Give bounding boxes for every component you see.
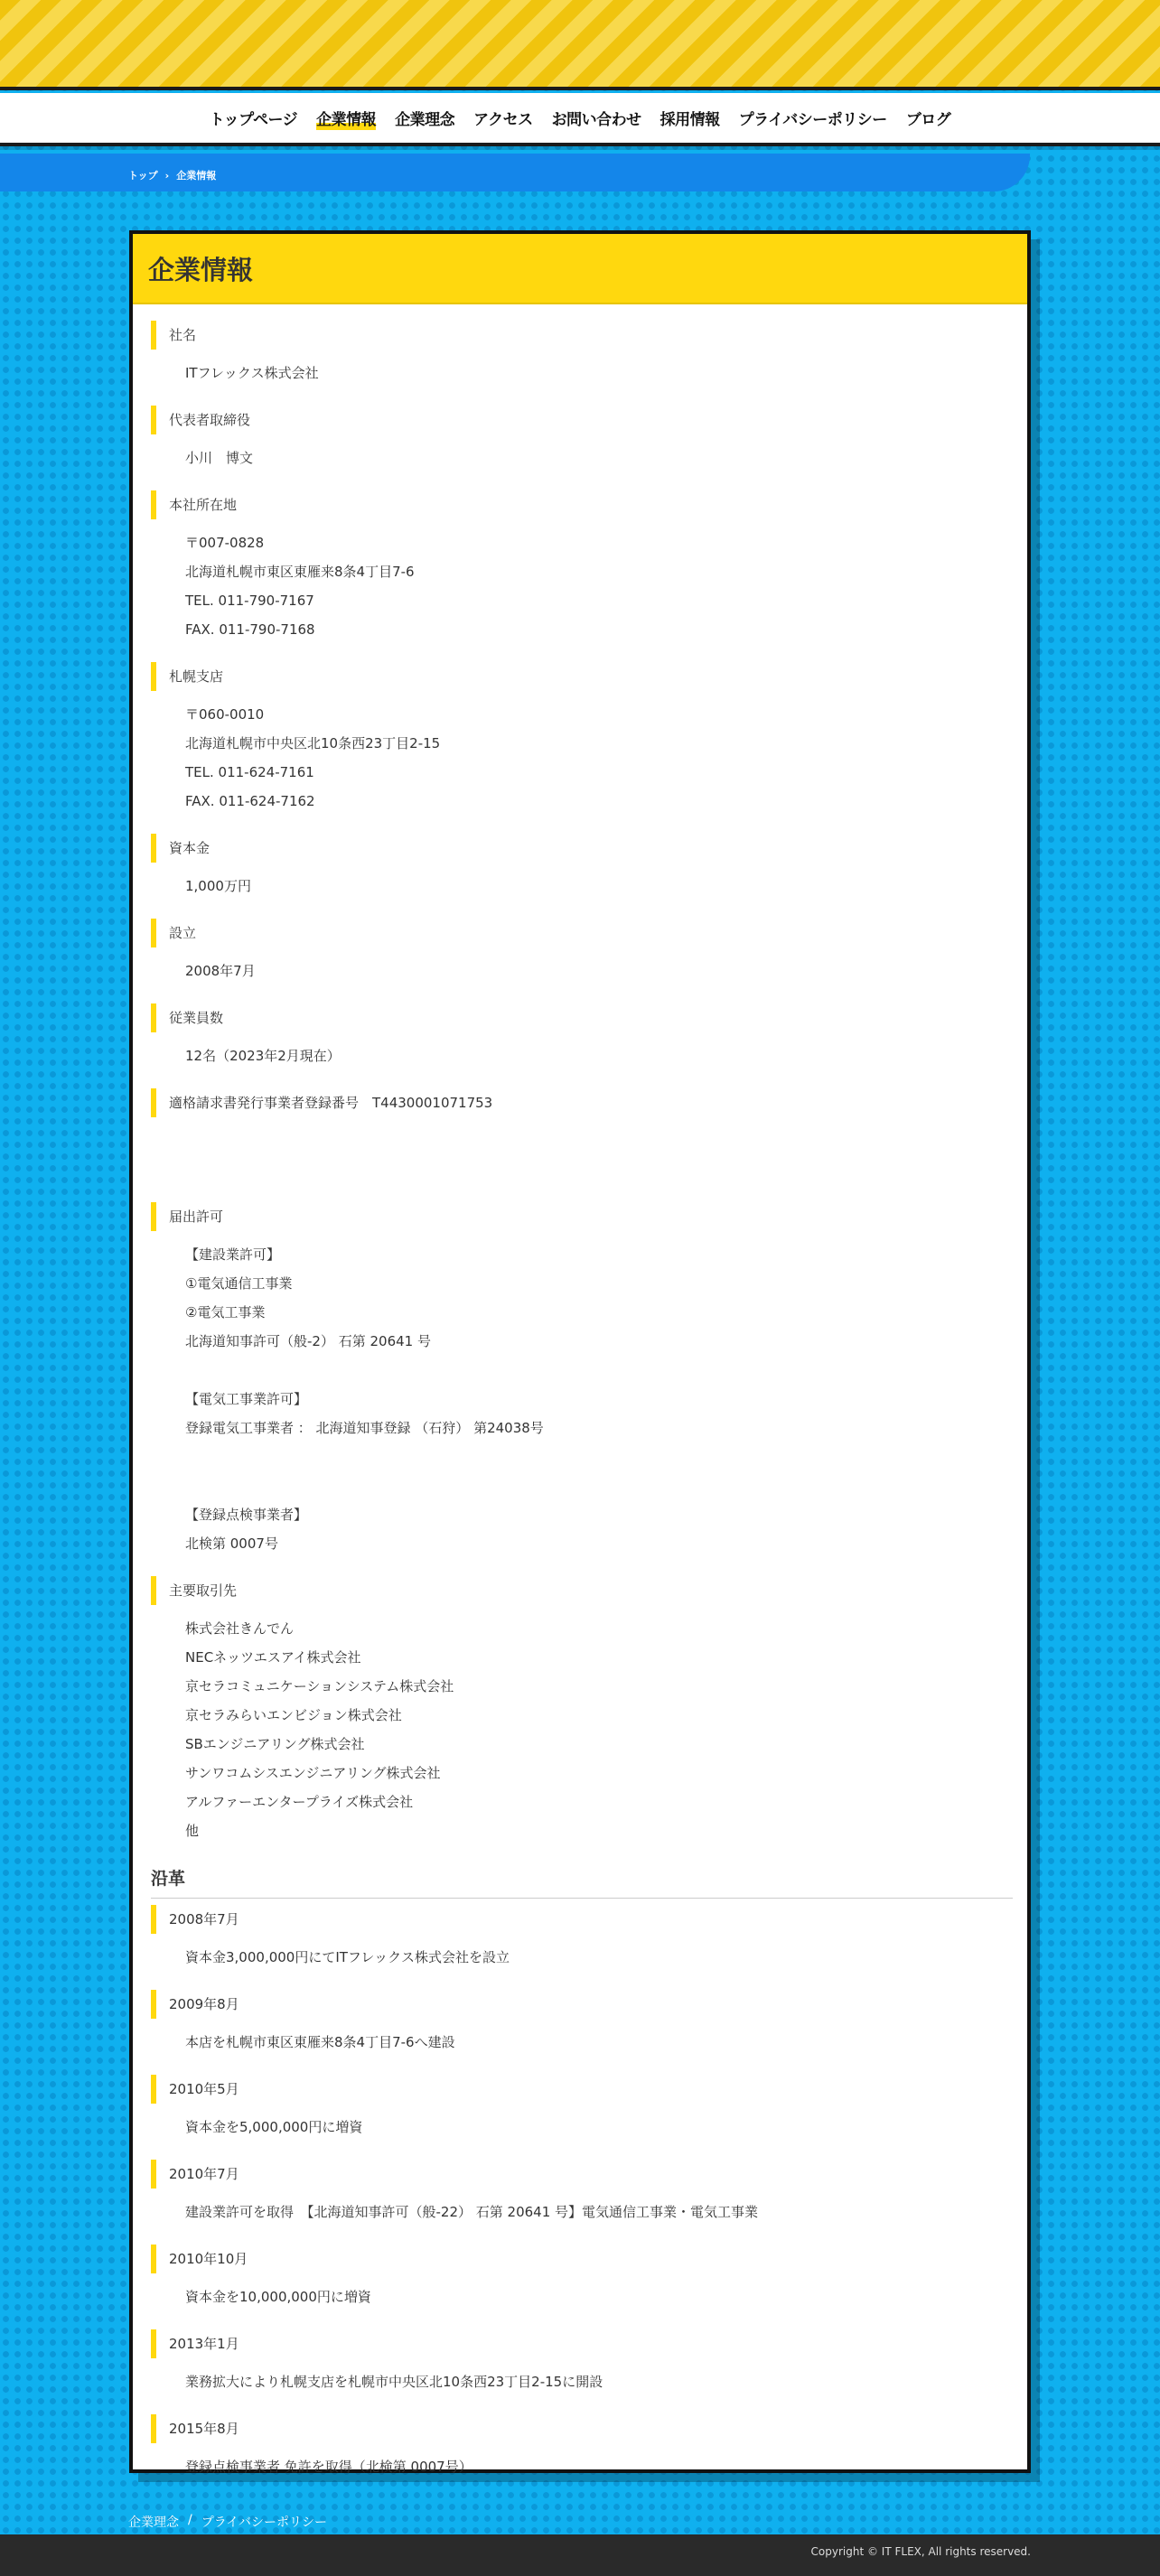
info-value-line: 本店を札幌市東区東雁来8条4丁目7-6へ建設 (185, 2034, 455, 2050)
info-term: 2010年5月 (151, 2075, 239, 2104)
info-term: 2010年10月 (151, 2245, 248, 2273)
footer-link-privacy[interactable]: プライバシーポリシー (201, 2515, 328, 2530)
info-value-line: FAX. 011-790-7168 (185, 621, 315, 638)
nav-item-blog[interactable]: ブログ (905, 110, 951, 129)
history-title: 沿革 (151, 1865, 1013, 1899)
nav-item-access[interactable]: アクセス (473, 110, 533, 129)
info-term: 従業員数 (151, 1003, 223, 1032)
info-value-line: 登録点検事業者 免許を取得（北検第 0007号） (185, 2459, 472, 2475)
info-value-line: サンワコムシスエンジニアリング株式会社 (185, 1765, 441, 1781)
copyright: Copyright © IT FLEX, All rights reserved. (810, 2545, 1031, 2558)
info-term: 資本金 (151, 834, 210, 863)
breadcrumb-separator: › (164, 169, 170, 182)
info-value-line: SBエンジニアリング株式会社 (185, 1736, 365, 1752)
info-term: 代表者取締役 (151, 406, 250, 434)
info-value-line: 京セラみらいエンビジョン株式会社 (185, 1707, 402, 1723)
info-value-line: 資本金3,000,000円にてITフレックス株式会社を設立 (185, 1949, 510, 1965)
info-value-line: 2008年7月 (185, 963, 256, 979)
nav-item-contact[interactable]: お問い合わせ (551, 110, 641, 129)
info-value-line: 北海道札幌市中央区北10条西23丁目2-15 (185, 735, 441, 751)
info-value-line: 【建設業許可】 (185, 1246, 281, 1263)
info-term: 設立 (151, 919, 196, 947)
info-value-line: ②電気工事業 (185, 1304, 266, 1321)
info-value-line: 資本金を10,000,000円に増資 (185, 2289, 371, 2305)
info-value-line: 〒007-0828 (185, 535, 265, 551)
info-term: 適格請求書発行事業者登録番号 T4430001071753 (151, 1088, 492, 1117)
company-info-card (129, 230, 1031, 2473)
nav-item-philosophy[interactable]: 企業理念 (395, 110, 455, 129)
breadcrumb (128, 168, 216, 182)
info-value-line: 1,000万円 (185, 878, 251, 894)
page-title: 企業情報 (148, 254, 254, 285)
info-term: 社名 (151, 321, 196, 350)
info-value-line: TEL. 011-624-7161 (185, 764, 314, 780)
nav-item-top[interactable]: トップページ (209, 110, 298, 129)
breadcrumb-current: 企業情報 (176, 170, 217, 182)
info-value-line: 北海道知事許可（般-2） 石第 20641 号 (185, 1333, 431, 1349)
nav-item-privacy[interactable]: プライバシーポリシー (738, 110, 887, 129)
info-value-line: 小川 博文 (185, 450, 254, 466)
info-value-line: 北検第 0007号 (185, 1535, 278, 1552)
info-value-line: 他 (185, 1823, 200, 1839)
footer-link-philosophy[interactable]: 企業理念 (128, 2515, 179, 2530)
info-value-line: FAX. 011-624-7162 (185, 793, 315, 809)
footer-separator: / (188, 2513, 192, 2527)
info-value-line: 〒060-0010 (185, 706, 265, 723)
info-value-line: 資本金を5,000,000円に増資 (185, 2119, 363, 2135)
info-term: 本社所在地 (151, 490, 237, 519)
info-value-line: 業務拡大により札幌支店を札幌市中央区北10条西23丁目2-15に開設 (185, 2374, 603, 2390)
info-term: 届出許可 (151, 1202, 223, 1231)
info-term: 主要取引先 (151, 1576, 237, 1605)
info-term: 2015年8月 (151, 2414, 239, 2443)
info-value-line: 登録電気工事業者 ： 北海道知事登録 （石狩） 第24038号 (185, 1420, 544, 1436)
footer-links (128, 2513, 327, 2531)
info-term: 2009年8月 (151, 1990, 239, 2019)
info-value-line: アルファーエンタープライズ株式会社 (185, 1794, 414, 1810)
info-term: 2010年7月 (151, 2160, 239, 2189)
info-value-line: ITフレックス株式会社 (185, 365, 319, 381)
info-value-line: 【登録点検事業者】 (185, 1507, 308, 1523)
info-value-line: 建設業許可を取得 【北海道知事許可（般-22） 石第 20641 号】電気通信工事業・電気工事業 (185, 2204, 759, 2220)
info-value-line: NECネッツエスアイ株式会社 (185, 1649, 361, 1666)
info-value-line: 北海道札幌市東区東雁来8条4丁目7-6 (185, 564, 415, 580)
info-term: 2013年1月 (151, 2329, 239, 2358)
nav-item-recruit[interactable]: 採用情報 (660, 110, 720, 129)
info-value-line: 【電気工事業許可】 (185, 1391, 308, 1407)
info-value-line: TEL. 011-790-7167 (185, 593, 314, 609)
global-nav (0, 93, 1160, 146)
info-term: 札幌支店 (151, 662, 223, 691)
info-value-line: 京セラコミュニケーションシステム株式会社 (185, 1678, 454, 1694)
info-value-line: ①電気通信工事業 (185, 1275, 293, 1292)
info-value-line: 12名（2023年2月現在） (185, 1048, 341, 1064)
nav-item-company[interactable]: 企業情報 (316, 107, 376, 130)
page-title-bar (133, 234, 1027, 304)
breadcrumb-home[interactable]: トップ (128, 170, 158, 182)
info-term: 2008年7月 (151, 1905, 239, 1934)
info-value-line: 株式会社きんでん (185, 1620, 295, 1637)
header-banner (0, 0, 1160, 90)
